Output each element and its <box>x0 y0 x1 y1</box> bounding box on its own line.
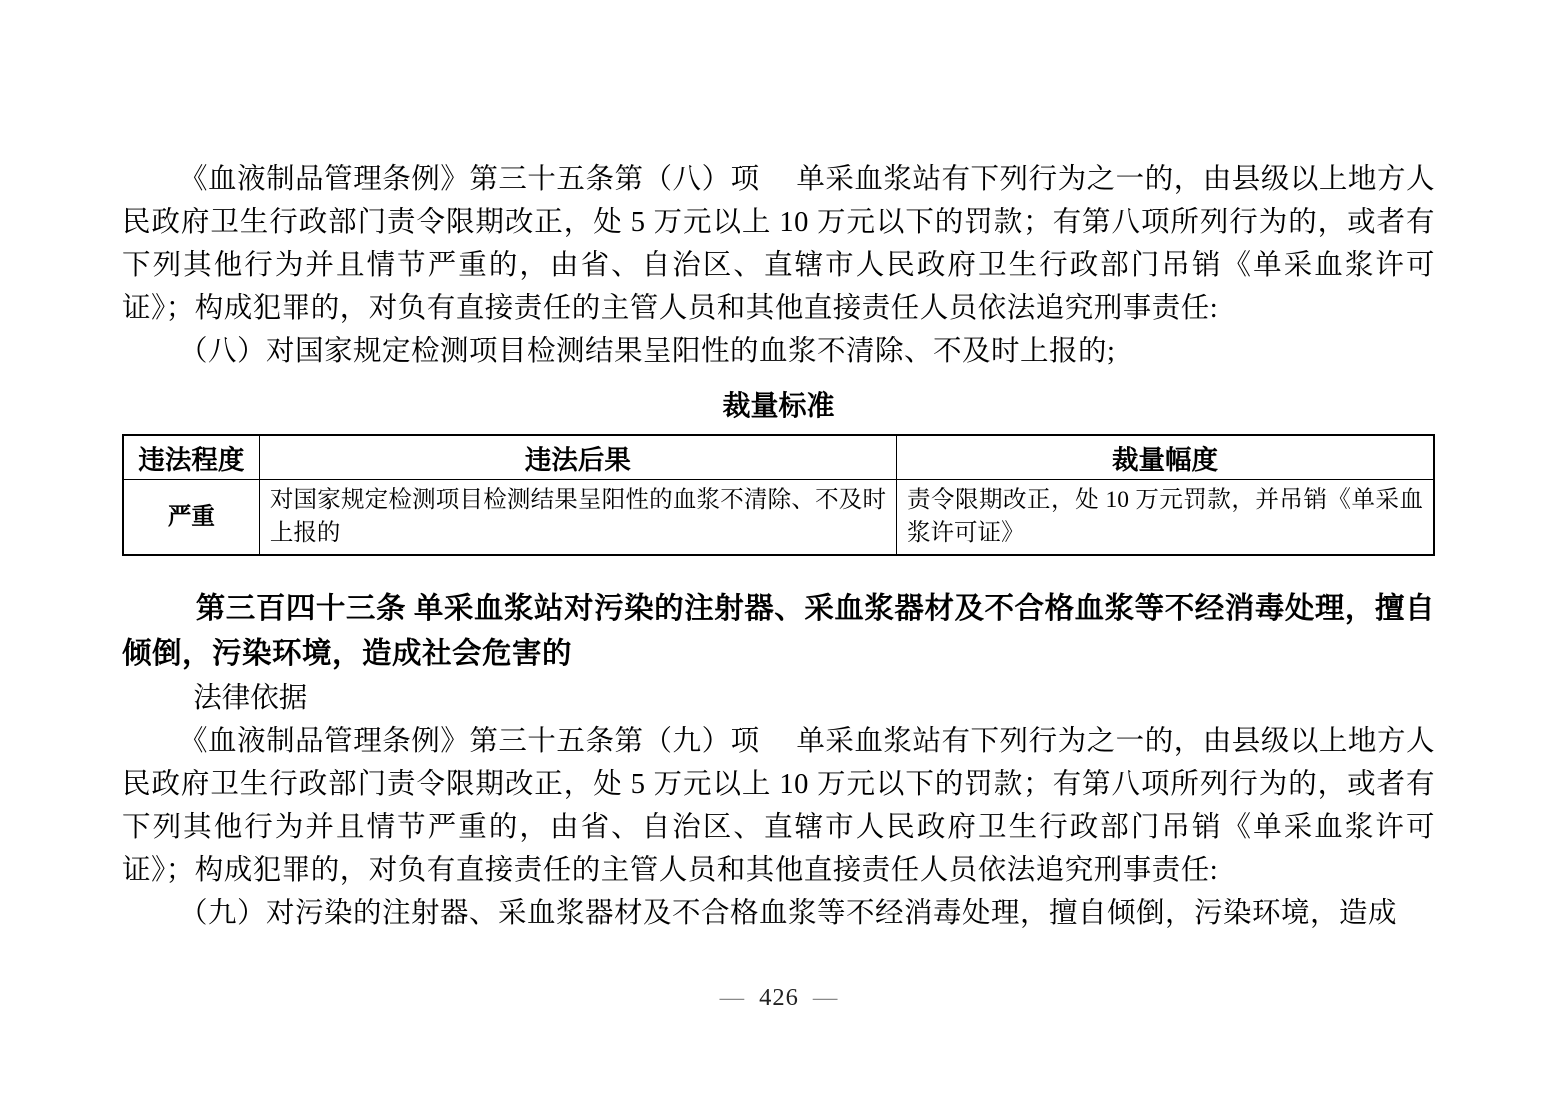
cell-violation-consequence: 对国家规定检测项目检测结果呈阳性的血浆不清除、不及时上报的 <box>259 480 896 556</box>
page-number: 426 <box>759 984 799 1011</box>
legal-basis-label: 法律依据 <box>193 683 308 714</box>
table-header-row <box>123 435 1434 480</box>
penalty-table-title: 裁量标准 <box>722 390 835 421</box>
footer-dash-left: — <box>719 984 746 1011</box>
article-343-heading: 第三百四十三条 单采血浆站对污染的注射器、采血浆器材及不合格血浆等不经消毒处理，擅自倾倒，污染环境，造成社会危害的 <box>122 593 1435 670</box>
page-footer <box>0 984 1558 1012</box>
col-header-violation-degree: 违法程度 <box>123 435 259 480</box>
penalty-standard-table <box>122 434 1435 556</box>
cell-penalty-range: 责令限期改正，处 10 万元罚款，并吊销《单采血浆许可证》 <box>896 480 1434 556</box>
footer-dash-right: — <box>812 984 839 1011</box>
table-row <box>123 480 1434 556</box>
col-header-penalty-range: 裁量幅度 <box>896 435 1434 480</box>
item-nine-line: （九）对污染的注射器、采血浆器材及不合格血浆等不经消毒处理，擅自倾倒，污染环境，造成 <box>179 898 1398 929</box>
legal-basis-paragraph-article35-item8: 《血液制品管理条例》第三十五条第（八）项 单采血浆站有下列行为之一的，由县级以上地方人民政府卫生行政部门责令限期改正，处 5 万元以上 10 万元以下的罚款；有第八项所列行为的，或者有下列其他行为并且情节严重的，由省、自治区、直辖市人民政府卫生行政部门吊销《单采血浆许可证》；构成犯罪的，对负有直接责任的主管人员和其他直接责任人员依法追究刑事责任: <box>122 164 1435 324</box>
item-eight-line: （八）对国家规定检测项目检测结果呈阳性的血浆不清除、不及时上报的; <box>179 336 1116 367</box>
legal-basis-paragraph-article35-item9: 《血液制品管理条例》第三十五条第（九）项 单采血浆站有下列行为之一的，由县级以上地方人民政府卫生行政部门责令限期改正，处 5 万元以上 10 万元以下的罚款；有第八项所列行为的，或者有下列其他行为并且情节严重的，由省、自治区、直辖市人民政府卫生行政部门吊销《单采血浆许可证》；构成犯罪的，对负有直接责任的主管人员和其他直接责任人员依法追究刑事责任: <box>122 726 1435 886</box>
col-header-violation-consequence: 违法后果 <box>259 435 896 480</box>
cell-violation-degree: 严重 <box>123 480 259 556</box>
